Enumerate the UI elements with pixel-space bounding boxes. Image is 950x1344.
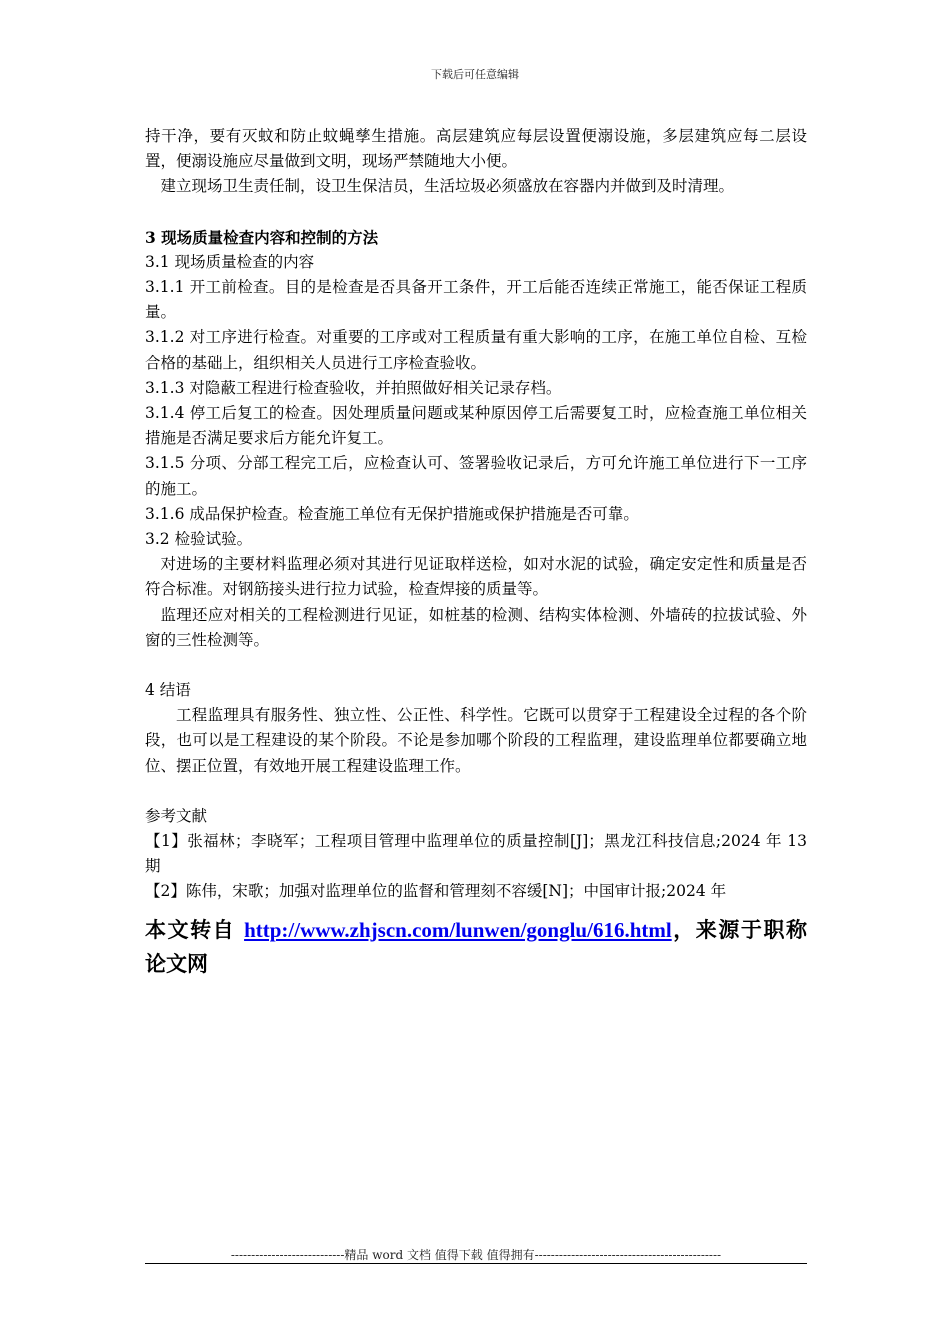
paragraph-hygiene-responsibility: 建立现场卫生责任制，设卫生保洁员，生活垃圾必须盛放在容器内并做到及时清理。 [160, 177, 735, 196]
paragraph-witness-testing: 监理还应对相关的工程检测进行见证，如桩基的检测、结构实体检测、外墙砖的拉拔试验、外窗的三性检测等。 [145, 605, 807, 649]
section-heading-4: 4 结语 [145, 681, 191, 700]
reference-2: 【2】陈伟，宋歌；加强对监理单位的监督和管理刻不容缓[N]；中国审计报;2024 年 [145, 882, 727, 901]
item-3-1-3: 3.1.3 对隐蔽工程进行检查验收，并拍照做好相关记录存档。 [145, 378, 562, 397]
subsection-heading-3-2: 3.2 检验试验。 [145, 530, 253, 549]
paragraph-conclusion: 工程监理具有服务性、独立性、公正性、科学性。它既可以贯穿于工程建设全过程的各个阶段，也可以是工程建设的某个阶段。不论是参加哪个阶段的工程监理，建设监理单位都要确立地位、摆正位置，有效地开展工程建设监理工作。 [145, 706, 807, 775]
page-header: 下载后可任意编辑 [431, 68, 519, 81]
item-3-1-2: 3.1.2 对工序进行检查。对重要的工序或对工程质量有重大影响的工序，在施工单位自检、互检合格的基础上，组织相关人员进行工序检查验收。 [145, 328, 807, 372]
source-link[interactable]: http://www.zhjscn.com/lunwen/gonglu/616.html [244, 917, 672, 942]
source-note [145, 913, 807, 981]
footer-rule [145, 1263, 807, 1264]
reference-1: 【1】张福林；李晓军；工程项目管理中监理单位的质量控制[J]；黑龙江科技信息;2024 年 13 期 [145, 832, 807, 876]
document-body [145, 124, 807, 981]
references-heading: 参考文献 [145, 806, 208, 825]
source-suffix: ，来源于职称论文网 [145, 917, 808, 976]
paragraph-material-testing: 对进场的主要材料监理必须对其进行见证取样送检，如对水泥的试验，确定安定性和质量是否符合标准。对钢筋接头进行拉力试验，检查焊接的质量等。 [145, 555, 807, 599]
section-heading-3: 3 现场质量检查内容和控制的方法 [145, 227, 379, 247]
item-3-1-1: 3.1.1 开工前检查。目的是检查是否具备开工条件，开工后能否连续正常施工，能否保证工程质量。 [145, 278, 807, 322]
source-prefix: 本文转自 [145, 917, 245, 942]
page-footer: ----------------------------精品 word 文档 值得下载 值得拥有---------------------------------------------- [230, 1248, 722, 1262]
item-3-1-5: 3.1.5 分项、分部工程完工后，应检查认可、签署验收记录后，方可允许施工单位进行下一工序的施工。 [145, 454, 807, 498]
subsection-heading-3-1: 3.1 现场质量检查的内容 [145, 252, 315, 271]
paragraph-sanitation: 持干净，要有灭蚊和防止蚊蝇孳生措施。高层建筑应每层设置便溺设施，多层建筑应每二层设置，便溺设施应尽量做到文明，现场严禁随地大小便。 [145, 127, 807, 171]
item-3-1-4: 3.1.4 停工后复工的检查。因处理质量问题或某种原因停工后需要复工时，应检查施工单位相关措施是否满足要求后方能允许复工。 [145, 404, 807, 448]
item-3-1-6: 3.1.6 成品保护检查。检查施工单位有无保护措施或保护措施是否可靠。 [145, 504, 639, 523]
